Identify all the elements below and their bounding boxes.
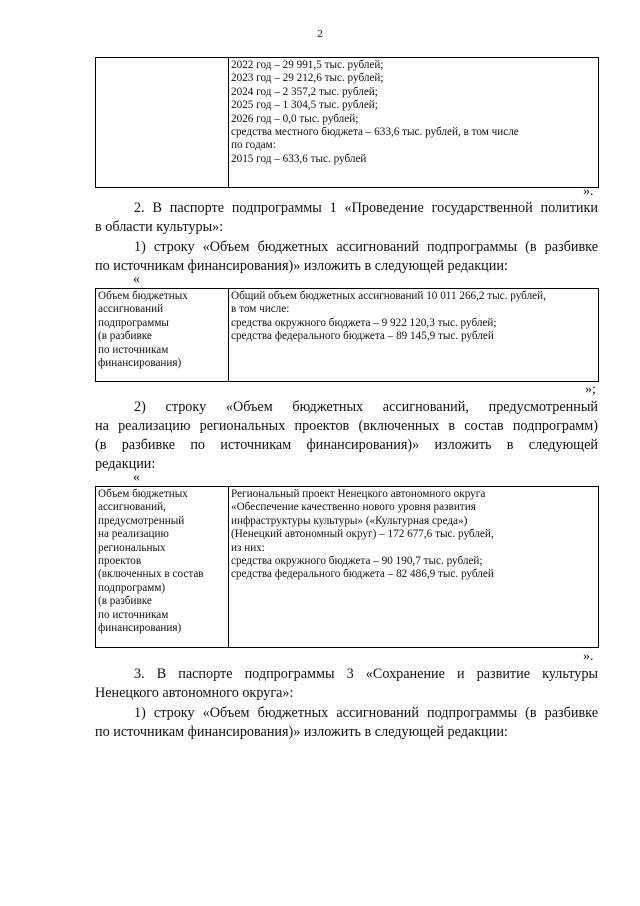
item3-sub1-line1: 1) строку «Объем бюджетных ассигнований подпрограммы (в разбивке — [134, 705, 598, 721]
table2-right-cell — [229, 289, 599, 382]
table3-right-line: «Обеспечение качественно нового уровня развития — [231, 501, 476, 514]
table2-left-line: подпрограммы — [98, 316, 169, 329]
table3-left-line: региональных — [98, 541, 166, 554]
table3-left-line: ассигнований, — [98, 501, 166, 514]
table1-right-cell — [229, 58, 599, 188]
table1-left-cell — [96, 58, 229, 188]
item2-sub2-line1: 2) строку «Объем бюджетных ассигнований, предусмотренный — [134, 399, 598, 415]
table3-left-line: финансирования) — [98, 622, 182, 635]
table3-right-line: Региональный проект Ненецкого автономного округа — [231, 488, 486, 500]
item2-sub2-line2: на реализацию региональных проектов (включенных в состав подпрограмм) — [95, 418, 598, 434]
opening-quote-2: « — [133, 272, 140, 287]
table2-left-line: Объем бюджетных — [98, 290, 188, 302]
table2-left-cell — [96, 289, 229, 382]
table3-right-line: средства федерального бюджета – 82 486,9 тыс. рублей — [231, 568, 494, 581]
table3-right-line: средства окружного бюджета – 90 190,7 тыс. рублей; — [231, 555, 483, 568]
table1-line: 2025 год – 1 304,5 тыс. рублей; — [231, 99, 378, 112]
closing-quote-2: »; — [585, 382, 596, 397]
item2-sub1-line1: 1) строку «Объем бюджетных ассигнований подпрограммы (в разбивке — [134, 239, 598, 255]
table3-right-line: из них: — [231, 541, 265, 554]
table1-line: 2022 год – 29 991,5 тыс. рублей; — [231, 59, 384, 71]
table3-left-line: (в разбивке — [98, 595, 152, 608]
table-continuation — [95, 57, 599, 188]
table2-left-line: финансирования) — [98, 357, 182, 370]
table3-right-cell — [229, 487, 599, 648]
item2-sub2-line3: (в разбивке по источникам финансирования)» изложить в следующей — [95, 437, 598, 453]
table1-line: 2026 год – 0,0 тыс. рублей; — [231, 112, 359, 125]
item3-heading-line1: 3. В паспорте подпрограммы 3 «Сохранение и развитие культуры — [134, 666, 598, 682]
table-regional-projects — [95, 486, 599, 648]
table2-right-line: в том числе: — [231, 303, 290, 316]
table1-line: по годам: — [231, 139, 276, 152]
table1-line: средства местного бюджета – 633,6 тыс. рублей, в том числе — [231, 126, 519, 139]
table2-left-line: по источникам — [98, 343, 169, 356]
table2-left-line: (в разбивке — [98, 330, 152, 343]
opening-quote-3: « — [133, 470, 140, 485]
table1-line: 2015 год – 633,6 тыс. рублей — [231, 152, 367, 165]
item3-sub1-line2: по источникам финансирования)» изложить в следующей редакции: — [95, 724, 508, 740]
table2-right-line: средства федерального бюджета – 89 145,9 тыс. рублей — [231, 330, 494, 343]
table3-left-line: проектов — [98, 555, 142, 568]
table3-left-line: предусмотренный — [98, 514, 185, 527]
table3-left-line: Объем бюджетных — [98, 488, 188, 500]
table1-line: 2024 год – 2 357,2 тыс. рублей; — [231, 85, 378, 98]
table3-right-line: инфраструктуры культуры» («Культурная среда») — [231, 514, 468, 527]
table3-left-cell — [96, 487, 229, 648]
item2-heading-line1: 2. В паспорте подпрограммы 1 «Проведение государственной политики — [134, 200, 598, 216]
closing-quote-1: ». — [583, 184, 594, 199]
item2-sub2-line4: редакции: — [95, 456, 156, 472]
page-number: 2 — [317, 28, 323, 40]
table2-left-line: ассигнований — [98, 303, 164, 316]
table3-right-line: (Ненецкий автономный округ) – 172 677,6 тыс. рублей, — [231, 528, 494, 541]
item2-sub1-line2: по источникам финансирования)» изложить в следующей редакции: — [95, 258, 508, 274]
item3-heading-line2: Ненецкого автономного округа»: — [95, 685, 294, 701]
table2-right-line: Общий объем бюджетных ассигнований 10 011 266,2 тыс. рублей, — [231, 290, 546, 302]
item2-heading-line2: в области культуры»: — [95, 219, 224, 235]
table-subprogram-budget — [95, 288, 599, 382]
table2-right-line: средства окружного бюджета – 9 922 120,3 тыс. рублей; — [231, 316, 497, 329]
table3-left-line: подпрограмм) — [98, 581, 166, 594]
table3-left-line: на реализацию — [98, 528, 169, 541]
closing-quote-3: ». — [583, 649, 594, 664]
table3-left-line: по источникам — [98, 608, 169, 621]
table1-line: 2023 год – 29 212,6 тыс. рублей; — [231, 72, 384, 85]
table3-left-line: (включенных в состав — [98, 568, 204, 581]
